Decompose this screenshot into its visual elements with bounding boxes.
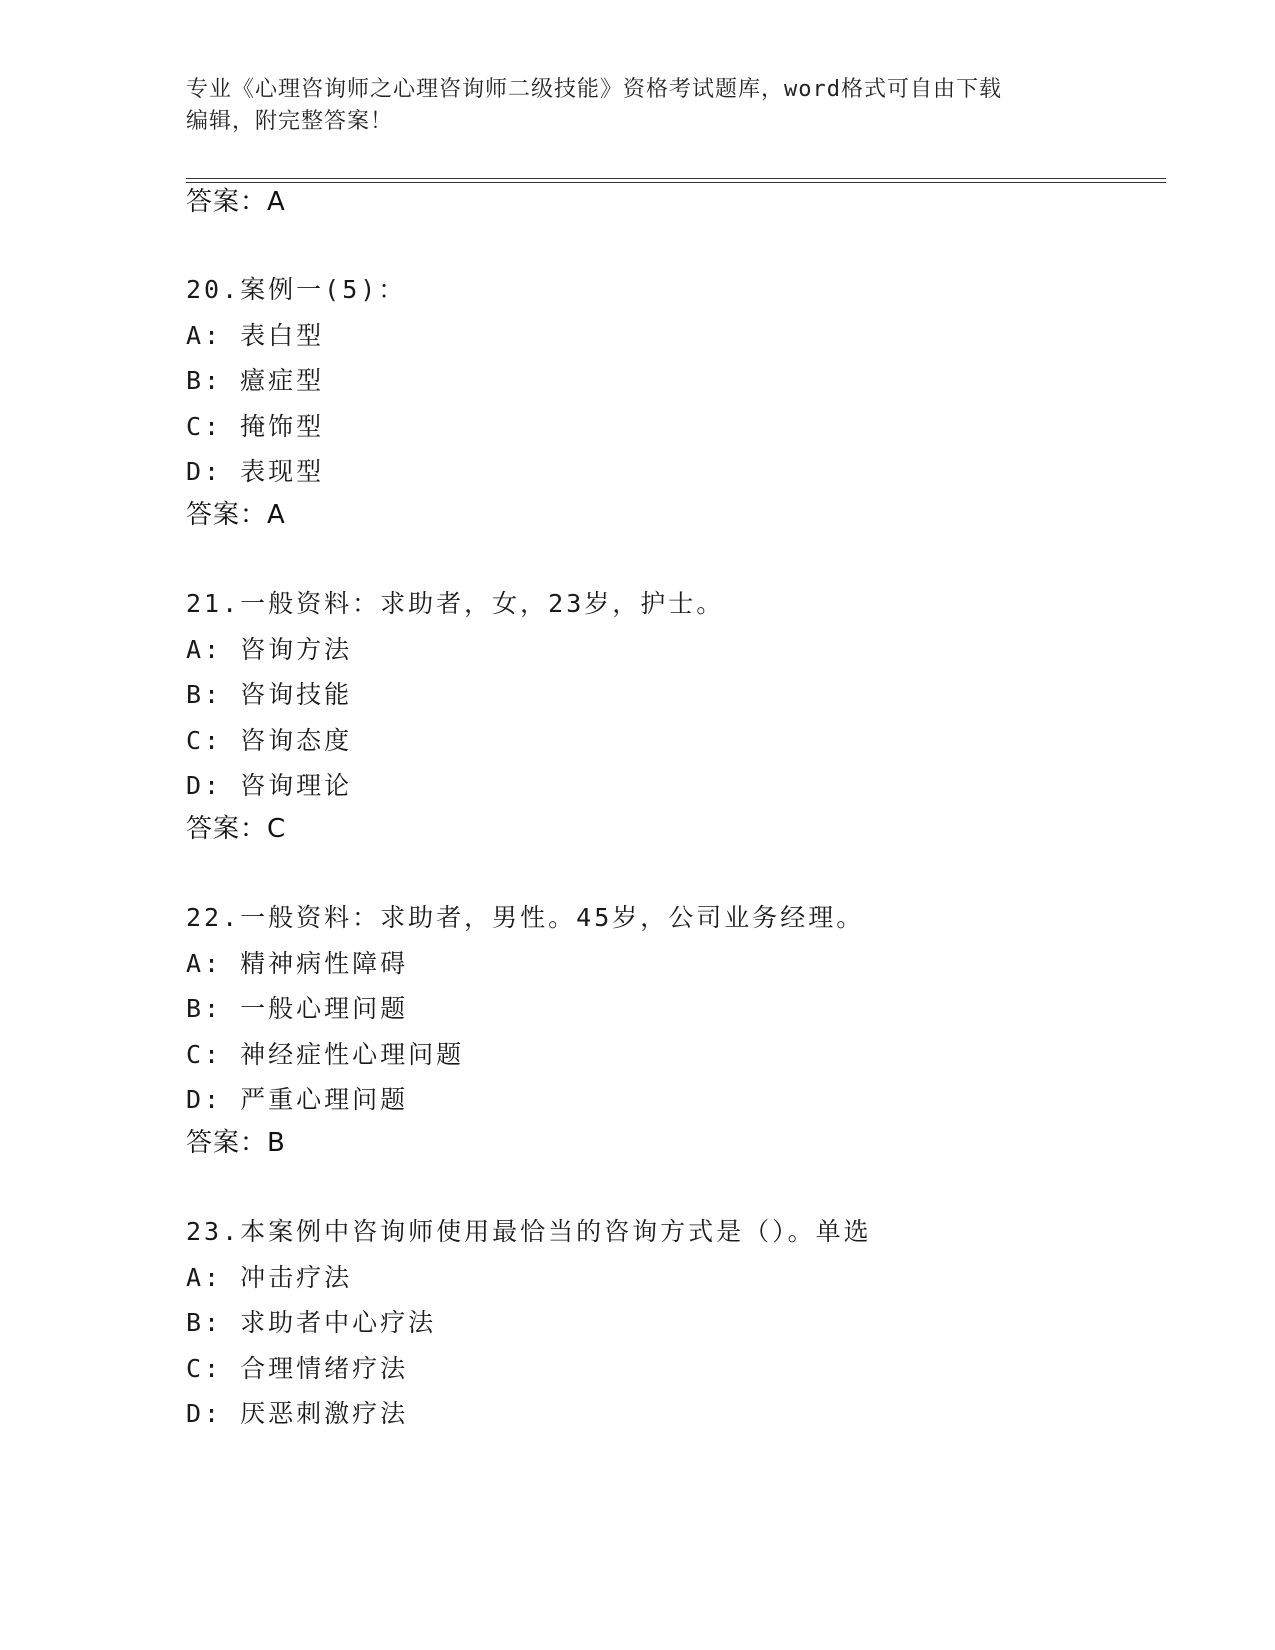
document-header [186, 74, 1086, 138]
option-b: B: 咨询技能 [186, 680, 353, 710]
question-23 [186, 1209, 1166, 1437]
option-a: A: 咨询方法 [186, 634, 353, 664]
option-d: D: 严重心理问题 [186, 1085, 409, 1115]
question-22 [186, 895, 1166, 1123]
question-title: 20.案例一(5)： [186, 275, 407, 304]
question-20 [186, 267, 1166, 495]
header-divider [186, 178, 1166, 183]
option-c: C: 合理情绪疗法 [186, 1353, 409, 1383]
answer-22: 答案：B [186, 1128, 286, 1158]
option-a: A: 冲击疗法 [186, 1262, 353, 1292]
option-b: B: 癔症型 [186, 366, 325, 396]
option-b: B: 求助者中心疗法 [186, 1308, 437, 1338]
question-title: 21.一般资料：求助者，女，23岁，护士。 [186, 589, 725, 618]
option-c: C: 咨询态度 [186, 725, 353, 755]
option-c: C: 神经症性心理问题 [186, 1039, 465, 1069]
answer-previous: 答案：A [186, 187, 286, 217]
option-a: A: 表白型 [186, 320, 325, 350]
option-d: D: 表现型 [186, 457, 325, 487]
header-line-2: 编辑，附完整答案！ [186, 109, 394, 134]
header-line-1: 专业《心理咨询师之心理咨询师二级技能》资格考试题库，word格式可自由下载 [186, 77, 1002, 102]
question-title: 23.本案例中咨询师使用最恰当的咨询方式是（）。单选 [186, 1217, 872, 1246]
option-b: B: 一般心理问题 [186, 994, 409, 1024]
option-c: C: 掩饰型 [186, 411, 325, 441]
document-page [186, 0, 1166, 1650]
answer-20: 答案：A [186, 500, 286, 530]
question-title: 22.一般资料：求助者，男性。45岁，公司业务经理。 [186, 903, 865, 932]
answer-21: 答案：C [186, 814, 287, 844]
option-d: D: 咨询理论 [186, 771, 353, 801]
option-a: A: 精神病性障碍 [186, 948, 409, 978]
question-21 [186, 581, 1166, 809]
option-d: D: 厌恶刺激疗法 [186, 1399, 409, 1429]
